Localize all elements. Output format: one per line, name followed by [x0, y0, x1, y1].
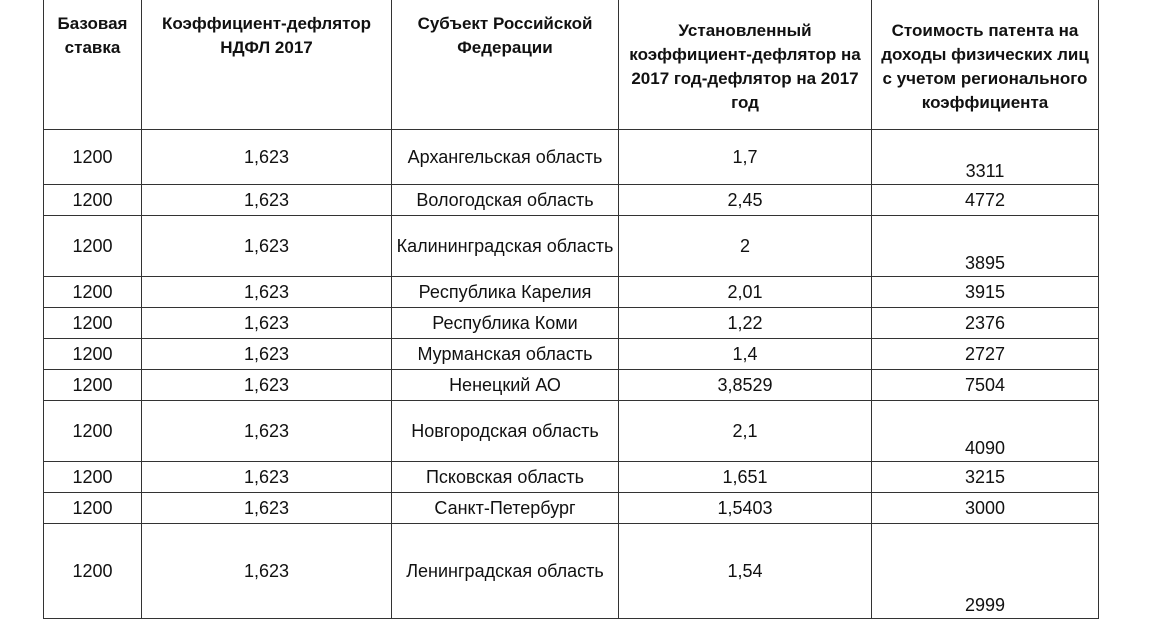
- table-row: [44, 493, 1099, 524]
- cell-base: 1200: [44, 462, 142, 493]
- table-row: [44, 401, 1099, 462]
- cell-coef: 3,8529: [619, 370, 872, 401]
- cell-coef: 1,651: [619, 462, 872, 493]
- cell-coef: 2,01: [619, 277, 872, 308]
- income-value: 4090: [964, 438, 1006, 458]
- income-value: 2727: [964, 344, 1006, 364]
- header-patent-cost: Стоимость патента на доходы физических лиц с учетом регионального коэффициента: [872, 0, 1099, 130]
- cell-income: [872, 493, 1099, 524]
- cell-region: Вологодская область: [392, 185, 619, 216]
- cell-deflator: 1,623: [142, 339, 392, 370]
- table-row: [44, 524, 1099, 619]
- cell-base: 1200: [44, 401, 142, 462]
- cell-base: 1200: [44, 216, 142, 277]
- header-region: Субъект Российской Федерации: [392, 0, 619, 130]
- cell-base: 1200: [44, 277, 142, 308]
- income-value: 2999: [964, 595, 1006, 615]
- income-value: 3311: [965, 161, 1005, 181]
- cell-region: Калининградская область: [392, 216, 619, 277]
- table-row: [44, 339, 1099, 370]
- header-ndfl-deflator: Коэффициент-дефлятор НДФЛ 2017: [142, 0, 392, 130]
- cell-base: 1200: [44, 339, 142, 370]
- cell-deflator: 1,623: [142, 493, 392, 524]
- cell-coef: 2,45: [619, 185, 872, 216]
- cell-region: Архангельская область: [392, 130, 619, 185]
- cell-coef: 1,7: [619, 130, 872, 185]
- cell-income: [872, 308, 1099, 339]
- income-value: 3000: [964, 498, 1006, 518]
- cell-deflator: 1,623: [142, 462, 392, 493]
- cell-deflator: 1,623: [142, 370, 392, 401]
- cell-base: 1200: [44, 185, 142, 216]
- header-base-rate: Базовая ставка: [44, 0, 142, 130]
- header-regional-coefficient: Установленный коэффициент-дефлятор на 2017 год-дефлятор на 2017 год: [619, 0, 872, 130]
- cell-coef: 1,22: [619, 308, 872, 339]
- cell-region: Санкт-Петербург: [392, 493, 619, 524]
- cell-coef: 1,5403: [619, 493, 872, 524]
- table-header-row: [44, 0, 1099, 130]
- table-row: [44, 277, 1099, 308]
- cell-base: 1200: [44, 308, 142, 339]
- table-row: [44, 130, 1099, 185]
- cell-region: Ленинградская область: [392, 524, 619, 619]
- income-value: 3895: [964, 253, 1006, 273]
- table-row: [44, 308, 1099, 339]
- cell-income: [872, 339, 1099, 370]
- cell-coef: 2,1: [619, 401, 872, 462]
- income-value: 7504: [964, 375, 1006, 395]
- cell-income: [872, 462, 1099, 493]
- cell-base: 1200: [44, 493, 142, 524]
- table-row: [44, 216, 1099, 277]
- cell-coef: 1,54: [619, 524, 872, 619]
- cell-income: [872, 185, 1099, 216]
- income-value: 4772: [964, 190, 1006, 210]
- cell-income: [872, 524, 1099, 619]
- cell-deflator: 1,623: [142, 216, 392, 277]
- cell-region: Псковская область: [392, 462, 619, 493]
- cell-deflator: 1,623: [142, 401, 392, 462]
- table-row: [44, 462, 1099, 493]
- cell-region: Ненецкий АО: [392, 370, 619, 401]
- cell-base: 1200: [44, 524, 142, 619]
- cell-coef: 1,4: [619, 339, 872, 370]
- cell-deflator: 1,623: [142, 185, 392, 216]
- cell-deflator: 1,623: [142, 524, 392, 619]
- cell-region: Республика Коми: [392, 308, 619, 339]
- cell-income: [872, 277, 1099, 308]
- table-row: [44, 370, 1099, 401]
- cell-region: Республика Карелия: [392, 277, 619, 308]
- cell-income: [872, 401, 1099, 462]
- cell-base: 1200: [44, 130, 142, 185]
- cell-deflator: 1,623: [142, 308, 392, 339]
- cell-income: [872, 216, 1099, 277]
- cell-deflator: 1,623: [142, 130, 392, 185]
- cell-income: [872, 130, 1099, 185]
- cell-deflator: 1,623: [142, 277, 392, 308]
- cell-region: Мурманская область: [392, 339, 619, 370]
- income-value: 3915: [964, 282, 1006, 302]
- cell-base: 1200: [44, 370, 142, 401]
- patent-cost-table: [43, 0, 1099, 619]
- income-value: 2376: [964, 313, 1006, 333]
- cell-region: Новгородская область: [392, 401, 619, 462]
- cell-income: [872, 370, 1099, 401]
- table-row: [44, 185, 1099, 216]
- income-value: 3215: [964, 467, 1006, 487]
- cell-coef: 2: [619, 216, 872, 277]
